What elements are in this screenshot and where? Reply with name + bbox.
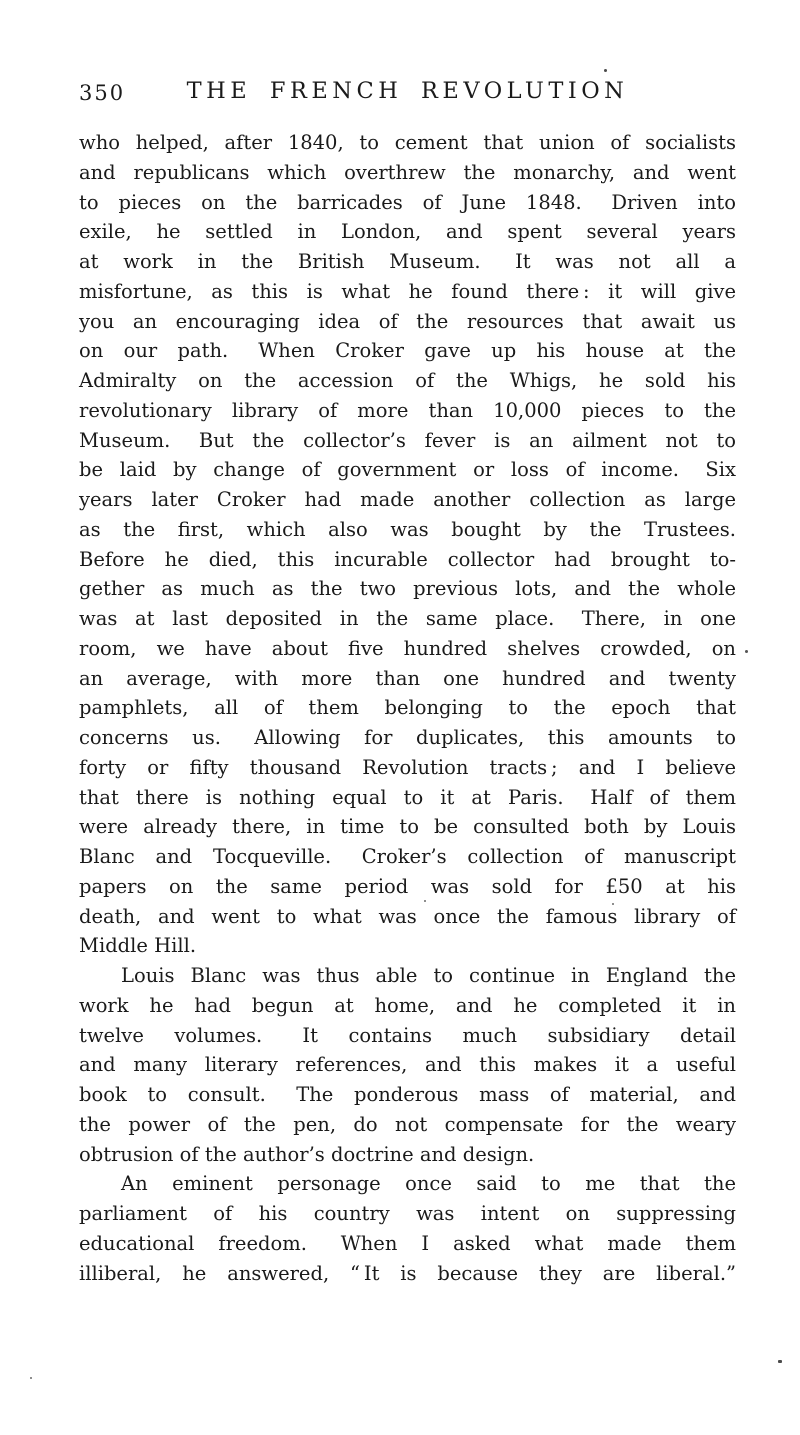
text-line: revolutionary library of more than 10,000 pieces to the: [79, 398, 736, 422]
text-line: Louis Blanc was thus able to continue in England the: [121, 964, 736, 987]
text-line: be laid by change of government or loss of income. Six: [79, 458, 736, 482]
text-line: exile, he settled in London, and spent several years: [79, 220, 736, 244]
scan-speck: [778, 1360, 782, 1363]
text-line: an average, with more than one hundred and twenty: [79, 666, 736, 690]
text-line: misfortune, as this is what he found there : it will give: [79, 279, 736, 303]
text-line: you an encouraging idea of the resources that await us: [79, 309, 736, 333]
text-line: work he had begun at home, and he completed it in: [79, 993, 736, 1017]
text-line: were already there, in time to be consulted both by Louis: [79, 815, 736, 839]
text-line: and many literary references, and this makes it a useful: [79, 1053, 736, 1077]
text-line: forty or fifty thousand Revolution tracts ; and I believe: [79, 755, 736, 779]
text-line: twelve volumes. It contains much subsidiary detail: [79, 1023, 736, 1047]
text-line: Museum. But the collector’s fever is an ailment not to: [79, 428, 736, 452]
text-line: as the first, which also was bought by the Trustees.: [79, 517, 736, 541]
text-line: Middle Hill.: [79, 934, 197, 958]
page-body: [79, 128, 736, 1288]
scan-speck: [745, 650, 748, 653]
scan-speck: [604, 69, 607, 72]
text-line: concerns us. Allowing for duplicates, this amounts to: [79, 726, 736, 749]
text-line: An eminent personage once said to me that the: [121, 1172, 736, 1196]
text-line: years later Croker had made another collection as large: [79, 488, 736, 511]
running-title: THE FRENCH REVOLUTION: [186, 78, 629, 104]
text-line: at work in the British Museum. It was not all a: [79, 250, 736, 273]
text-line: was at last deposited in the same place. There, in one: [79, 607, 736, 630]
text-line: papers on the same period was sold for £50 at his: [79, 874, 736, 898]
page-number: 350: [79, 81, 126, 105]
scan-speck: [612, 903, 614, 905]
scan-speck: [424, 900, 426, 902]
text-line: death, and went to what was once the famous library of: [79, 904, 736, 928]
text-line: parliament of his country was intent on suppressing: [79, 1202, 736, 1225]
text-line: gether as much as the two previous lots, and the whole: [79, 577, 736, 601]
text-line: Admiralty on the accession of the Whigs, he sold his: [79, 369, 736, 392]
text-line: educational freedom. When I asked what made them: [79, 1231, 736, 1255]
text-line: and republicans which overthrew the monarchy, and went: [79, 160, 736, 184]
text-line: on our path. When Croker gave up his house at the: [79, 339, 736, 363]
text-line: book to consult. The ponderous mass of material, and: [79, 1083, 736, 1106]
text-line: room, we have about five hundred shelves crowded, on: [79, 636, 736, 660]
scan-speck: [30, 1377, 32, 1379]
text-line: that there is nothing equal to it at Paris. Half of them: [79, 785, 736, 809]
text-line: Blanc and Tocqueville. Croker’s collection of manuscript: [79, 845, 736, 868]
text-line: to pieces on the barricades of June 1848. Driven into: [79, 190, 736, 214]
text-line: Before he died, this incurable collector had brought to-: [79, 547, 736, 571]
text-line: illiberal, he answered, “ It is because they are liberal.”: [79, 1261, 736, 1285]
text-line: the power of the pen, do not compensate for the weary: [79, 1112, 736, 1136]
text-line: pamphlets, all of them belonging to the epoch that: [79, 696, 736, 720]
text-line: obtrusion of the author’s doctrine and design.: [79, 1142, 535, 1166]
page-header: [79, 78, 736, 110]
text-line: who helped, after 1840, to cement that union of socialists: [79, 131, 736, 154]
